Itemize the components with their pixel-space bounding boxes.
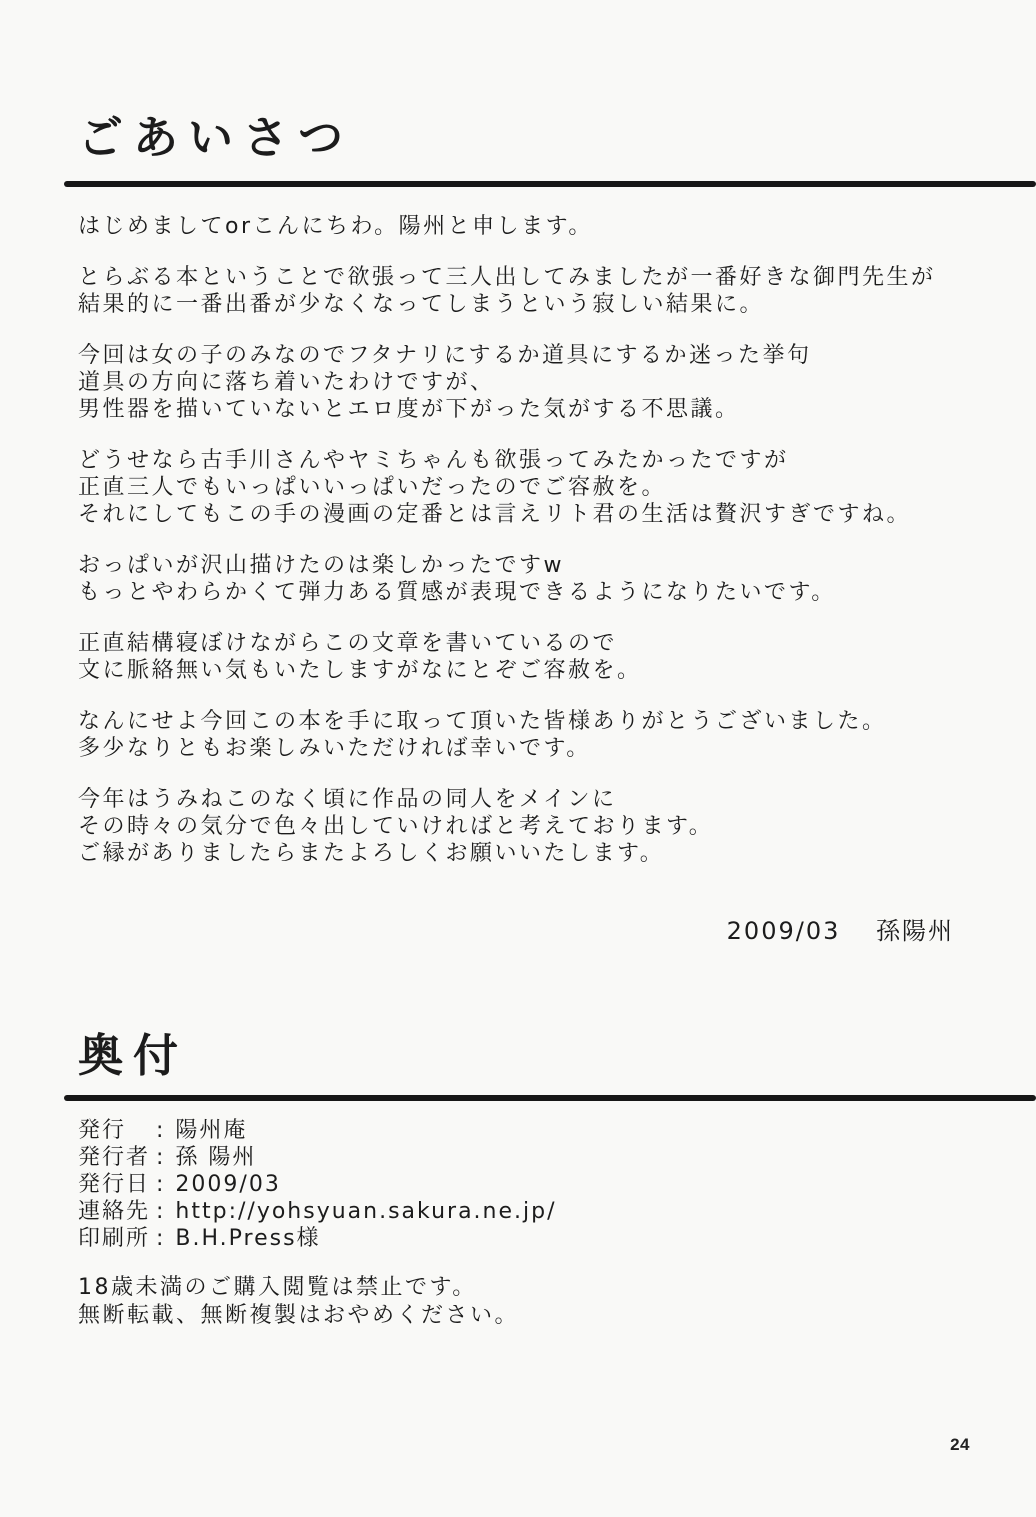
greeting-paragraph — [78, 552, 1036, 606]
paragraph-line: おっぱいが沢山描けたのは楽しかったですw — [78, 552, 564, 578]
paragraph-line: とらぶる本ということで欲張って三人出してみましたが一番好きな御門先生が — [78, 264, 936, 290]
colophon-separator: : — [156, 1225, 166, 1251]
greeting-paragraph — [78, 342, 1036, 423]
colophon-url: http://yohsyuan.sakura.ne.jp/ — [175, 1198, 557, 1224]
colophon-separator: : — [156, 1198, 166, 1224]
colophon-label: 連絡先 — [78, 1198, 151, 1224]
paragraph-line: その時々の気分で色々出していければと考えております。 — [78, 813, 714, 839]
signature-name: 孫陽州 — [876, 916, 954, 945]
page-number: 24 — [950, 1435, 970, 1454]
colophon-label: 発行者 — [78, 1144, 151, 1170]
paragraph-line: どうせなら古手川さんやヤミちゃんも欲張ってみたかったですが — [78, 447, 789, 473]
colophon-row-date — [78, 1171, 1036, 1198]
greeting-paragraph — [78, 447, 1036, 528]
notices — [78, 1274, 1036, 1330]
colophon-separator: : — [156, 1117, 166, 1143]
paragraph-line: それにしてもこの手の漫画の定番とは言えリト君の生活は贅沢すぎですね。 — [78, 501, 912, 527]
signature-date: 2009/03 — [726, 916, 841, 945]
colophon-value: 2009/03 — [175, 1171, 281, 1197]
colophon-divider — [64, 1095, 1036, 1101]
colophon-row-author — [78, 1144, 1036, 1171]
colophon-separator: : — [156, 1144, 166, 1170]
paragraph-line: 正直結構寝ぼけながらこの文章を書いているので — [78, 630, 618, 656]
paragraph-line: 男性器を描いていないとエロ度が下がった気がする不思議。 — [78, 396, 740, 422]
colophon-label: 発行 — [78, 1117, 127, 1143]
notice-age-restriction: 18歳未満のご購入閲覧は禁止です。 — [78, 1274, 477, 1300]
paragraph-line: 多少なりともお楽しみいただければ幸いです。 — [78, 735, 591, 761]
paragraph-line: 今回は女の子のみなのでフタナリにするか道具にするか迷った挙句 — [78, 342, 812, 368]
colophon-value: 孫 陽州 — [175, 1144, 257, 1170]
colophon-rows — [78, 1117, 1036, 1252]
colophon-value: B.H.Press様 — [175, 1225, 321, 1251]
colophon-title: 奥付 — [78, 1028, 189, 1082]
colophon-row-contact — [78, 1198, 1036, 1225]
paragraph-line: 今年はうみねこのなく頃に作品の同人をメインに — [78, 786, 617, 812]
notice-no-reproduction: 無断転載、無断複製はおやめください。 — [78, 1302, 520, 1328]
colophon-label: 発行日 — [78, 1171, 151, 1197]
paragraph-line: なんにせよ今回この本を手に取って頂いた皆様ありがとうございました。 — [78, 708, 887, 734]
greeting-paragraph — [78, 708, 1036, 762]
paragraph-line: はじめましてorこんにちわ。陽州と申します。 — [78, 213, 593, 239]
paragraph-line: 結果的に一番出番が少なくなってしまうという寂しい結果に。 — [78, 291, 765, 317]
paragraph-line: 道具の方向に落ち着いたわけですが、 — [78, 369, 495, 395]
colophon-row-printer — [78, 1225, 1036, 1252]
colophon-label: 印刷所 — [78, 1225, 151, 1251]
greeting-divider — [64, 181, 1036, 187]
greeting-paragraph — [78, 264, 1036, 318]
colophon-value: 陽州庵 — [175, 1117, 248, 1143]
paragraph-line: 文に脈絡無い気もいたしますがなにとぞご容赦を。 — [78, 657, 642, 683]
greeting-paragraph — [78, 786, 1036, 867]
signature — [78, 911, 1036, 946]
paragraph-line: もっとやわらかくて弾力ある質感が表現できるようになりたいです。 — [78, 579, 836, 605]
greeting-title: ごあいさつ — [78, 111, 354, 164]
colophon-row-publisher-circle — [78, 1117, 1036, 1144]
greeting-paragraph — [78, 630, 1036, 684]
paragraph-line: 正直三人でもいっぱいいっぱいだったのでご容赦を。 — [78, 474, 667, 500]
paragraph-line: ご縁がありましたらまたよろしくお願いいたします。 — [78, 840, 665, 866]
colophon-separator: : — [156, 1171, 166, 1197]
greeting-paragraph — [78, 213, 1036, 240]
